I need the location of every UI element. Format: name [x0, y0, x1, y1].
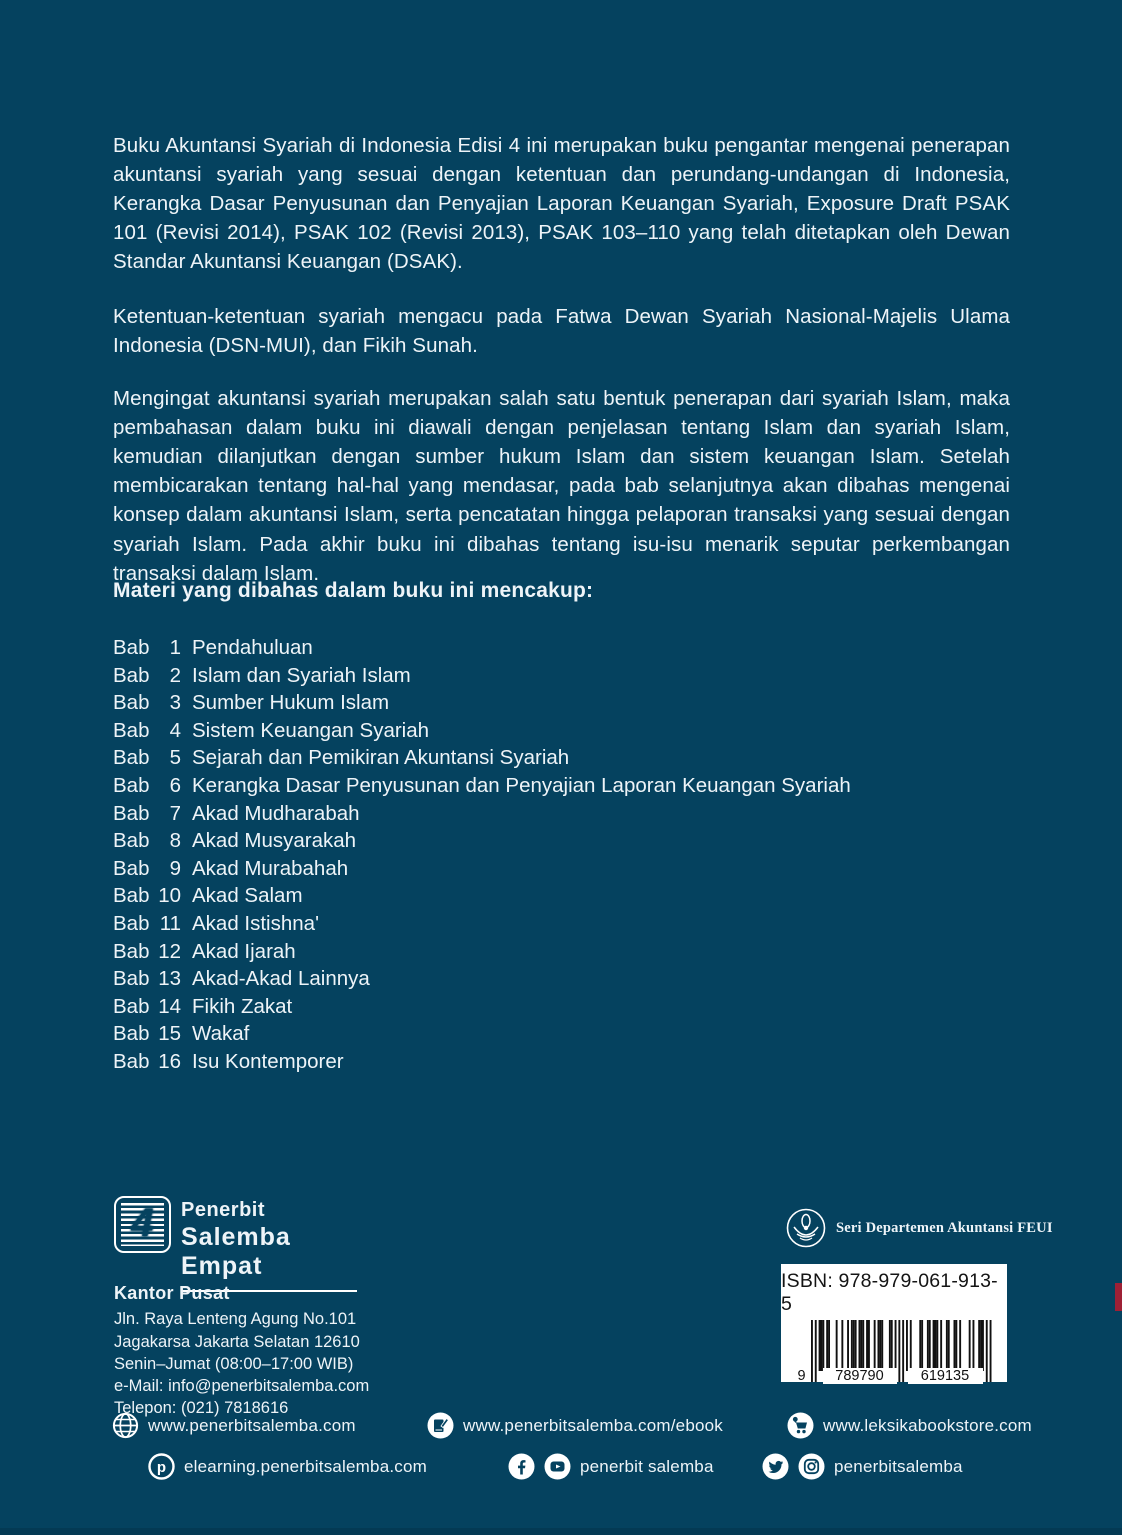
chapter-row — [113, 662, 851, 690]
footer-ebook — [427, 1412, 723, 1439]
chapter-label: Bab — [113, 1022, 150, 1046]
publisher-name — [181, 1199, 357, 1292]
chapter-number: 8 — [169, 829, 181, 853]
footer-fb-yt-handle: penerbit salemba — [580, 1456, 714, 1476]
chapter-row — [113, 717, 851, 745]
intro-paragraph: Buku Akuntansi Syariah di Indonesia Edisi 4 ini merupakan buku pengantar mengenai penerapan akuntansi syariah yang sesuai dengan ketentuan dan perundang-undangan di Indonesia, Kerangka Dasar Penyusunan dan Penyajian Laporan Keuangan Syariah, Exposure Draft PSAK 101 (Revisi 2014), PSAK 102 (Revisi 2013), PSAK 103–110 yang telah ditetapkan oleh Dewan Standar Akuntansi Keuangan (DSAK). — [113, 133, 1010, 274]
bottom-edge-shade — [0, 1528, 1122, 1535]
chapter-title: Kerangka Dasar Penyusunan dan Penyajian Laporan Keuangan Syariah — [192, 773, 851, 797]
head-office-line: Senin–Jumat (08:00–17:00 WIB) — [114, 1354, 354, 1373]
chapter-row — [113, 1020, 851, 1048]
chapter-label: Bab — [113, 829, 150, 853]
chapter-number: 12 — [158, 939, 181, 963]
salemba-empat-logo — [114, 1196, 171, 1253]
chapter-row — [113, 772, 851, 800]
barcode — [797, 1320, 992, 1382]
chapter-row — [113, 744, 851, 772]
chapter-title: Akad Istishna' — [192, 911, 319, 935]
chapter-label: Bab — [113, 691, 150, 715]
isbn-barcode-box — [781, 1264, 1007, 1382]
footer-social-tw-ig — [762, 1453, 963, 1480]
chapter-label: Bab — [113, 773, 150, 797]
head-office-line: Telepon: (021) 7818616 — [114, 1399, 289, 1418]
chapter-number: 4 — [169, 718, 181, 742]
chapter-label: Bab — [113, 856, 150, 880]
chapter-label: Bab — [113, 967, 150, 991]
facebook-icon — [508, 1453, 535, 1480]
chapter-title: Wakaf — [192, 1022, 250, 1046]
feui-series-seal — [785, 1207, 1053, 1249]
head-office-line: Jagakarsa Jakarta Selatan 12610 — [114, 1332, 360, 1351]
chapter-row — [113, 938, 851, 966]
chapter-title: Akad Salam — [192, 884, 303, 908]
head-office-block — [114, 1282, 369, 1420]
twitter-icon — [762, 1453, 789, 1480]
footer-ebook-url: www.penerbitsalemba.com/ebook — [463, 1415, 723, 1435]
chapter-title: Fikih Zakat — [192, 994, 293, 1018]
chapter-title: Akad Ijarah — [192, 939, 296, 963]
chapter-row — [113, 965, 851, 993]
footer-elearning-url: elearning.penerbitsalemba.com — [184, 1456, 427, 1476]
chapter-number: 3 — [169, 691, 181, 715]
chapter-title: Akad Murabahah — [192, 856, 349, 880]
youtube-icon — [544, 1453, 571, 1480]
sharia-reference-paragraph: Ketentuan-ketentuan syariah mengacu pada Fatwa Dewan Syariah Nasional-Majelis Ulama Indonesia (DSN-MUI), dan Fikih Sunah. — [113, 304, 1010, 357]
chapter-label: Bab — [113, 911, 150, 935]
elearning-icon — [148, 1453, 175, 1480]
isbn-text: ISBN: 978-979-061-913-5 — [781, 1270, 998, 1315]
chapter-label: Bab — [113, 1049, 150, 1073]
cart-icon — [787, 1412, 814, 1439]
chapter-row — [113, 993, 851, 1021]
chapter-title: Sistem Keuangan Syariah — [192, 718, 430, 742]
ebook-icon — [427, 1412, 454, 1439]
chapter-title: Isu Kontemporer — [192, 1049, 344, 1073]
barcode-digit-group2: 619135 — [908, 1368, 983, 1384]
chapter-number: 13 — [158, 967, 181, 991]
footer-social-fb-yt — [508, 1453, 714, 1480]
chapter-row — [113, 800, 851, 828]
barcode-digit-group1: 789790 — [823, 1368, 897, 1384]
footer-website — [112, 1412, 356, 1439]
chapter-row — [113, 634, 851, 662]
head-office-line: Jln. Raya Lenteng Agung No.101 — [114, 1310, 357, 1329]
chapter-label: Bab — [113, 746, 150, 770]
footer-elearning — [148, 1453, 427, 1480]
chapter-title: Sumber Hukum Islam — [192, 691, 390, 715]
chapter-number: 9 — [169, 856, 181, 880]
globe-icon — [112, 1412, 139, 1439]
chapter-number: 2 — [169, 663, 181, 687]
chapter-title: Akad Musyarakah — [192, 829, 357, 853]
chapter-number: 14 — [158, 994, 181, 1018]
footer-tw-ig-handle: penerbitsalemba — [834, 1456, 963, 1476]
logo-digit-4: 4 — [131, 1201, 154, 1245]
chapter-title: Islam dan Syariah Islam — [192, 663, 411, 687]
footer-bookstore — [787, 1412, 1032, 1439]
chapter-row — [113, 689, 851, 717]
chapter-number: 6 — [169, 773, 181, 797]
head-office-lines — [114, 1308, 369, 1419]
content-overview-paragraph: Mengingat akuntansi syariah merupakan salah satu bentuk penerapan dari syariah Islam, maka pembahasan dalam buku ini diawali dengan penjelasan tentang Islam dan syariah Islam, kemudian dilanjutkan dengan sumber hukum Islam dan sistem keuangan Islam. Setelah membicarakan tentang hal-hal yang mendasar, pada bab selanjutnya akan dibahas mengenai konsep dalam akuntansi Islam, serta pencatatan hingga pelaporan transaksi yang sesuai dengan syariah Islam. Pada akhir buku ini dibahas tentang isu-isu menarik seputar perkembangan transaksi dalam Islam. — [113, 386, 1010, 585]
footer-bookstore-url: www.leksikabookstore.com — [823, 1415, 1032, 1435]
footer-website-url: www.penerbitsalemba.com — [148, 1415, 356, 1435]
chapter-label: Bab — [113, 663, 150, 687]
chapter-number: 16 — [158, 1049, 181, 1073]
chapter-label: Bab — [113, 636, 150, 659]
chapter-title: Akad Mudharabah — [192, 801, 360, 825]
contents-heading: Materi yang dibahas dalam buku ini mencakup: — [113, 579, 594, 602]
chapter-row — [113, 855, 851, 883]
chapter-title: Sejarah dan Pemikiran Akuntansi Syariah — [192, 746, 570, 770]
head-office-line: e-Mail: info@penerbitsalemba.com — [114, 1377, 370, 1396]
chapter-row — [113, 1048, 851, 1076]
series-label: Seri Departemen Akuntansi FEUI — [836, 1219, 1053, 1236]
chapter-number: 5 — [169, 746, 181, 770]
chapter-number: 11 — [159, 911, 181, 935]
chapter-label: Bab — [113, 884, 150, 908]
chapter-label: Bab — [113, 994, 150, 1018]
chapter-title: Pendahuluan — [192, 636, 313, 659]
chapter-row — [113, 910, 851, 938]
publisher-name-line2: Salemba Empat — [181, 1223, 291, 1280]
chapter-list — [113, 634, 851, 1076]
ui-makara-icon — [785, 1207, 827, 1249]
chapter-number: 10 — [158, 884, 181, 908]
publisher-name-line1: Penerbit — [181, 1199, 266, 1221]
chapter-number: 7 — [169, 801, 181, 825]
instagram-icon — [798, 1453, 825, 1480]
chapter-label: Bab — [113, 939, 150, 963]
chapter-row — [113, 827, 851, 855]
chapter-row — [113, 882, 851, 910]
head-office-heading: Kantor Pusat — [114, 1283, 230, 1303]
chapter-label: Bab — [113, 801, 150, 825]
svg-text:p: p — [156, 1459, 167, 1476]
chapter-title: Akad-Akad Lainnya — [192, 967, 370, 991]
logo-stripes — [121, 1203, 164, 1246]
chapter-number: 1 — [169, 636, 181, 659]
barcode-digit-left: 9 — [797, 1368, 806, 1384]
chapter-label: Bab — [113, 718, 150, 742]
chapter-number: 15 — [158, 1022, 181, 1046]
spine-red-mark — [1115, 1283, 1122, 1311]
